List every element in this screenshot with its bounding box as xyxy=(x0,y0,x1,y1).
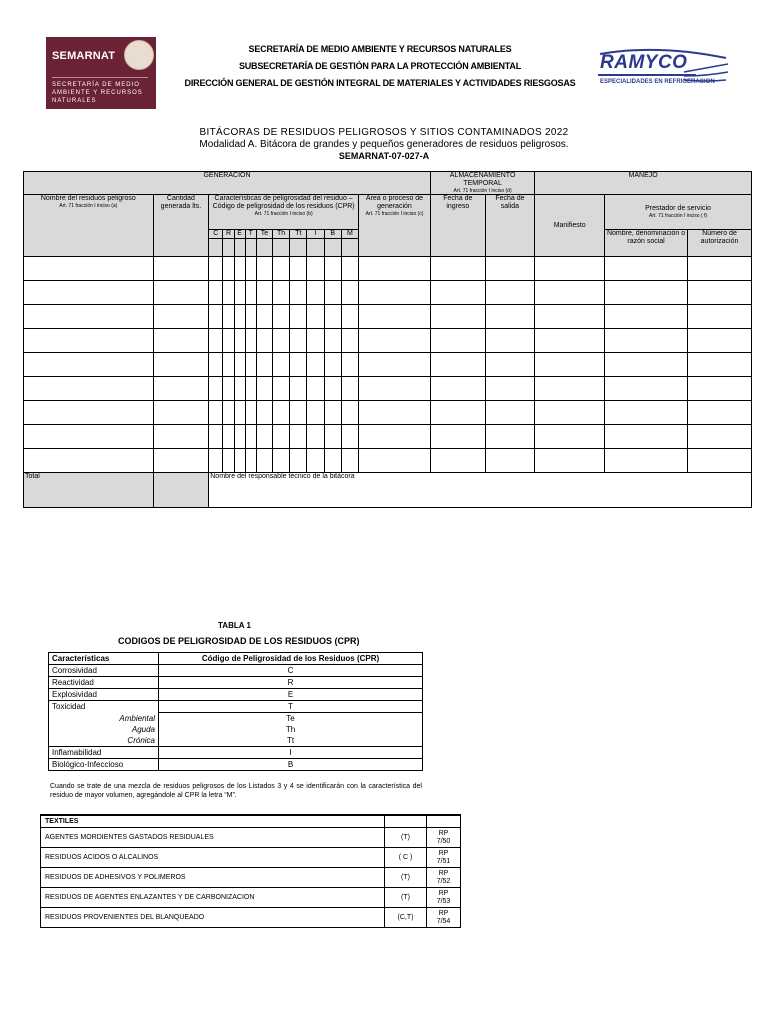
log-entry-row xyxy=(24,401,752,425)
textiles-row-rp: RP xyxy=(438,829,449,837)
log-entry-cell[interactable] xyxy=(290,377,307,401)
semarnat-logo-name: SEMARNAT xyxy=(52,50,116,62)
log-entry-cell[interactable] xyxy=(688,377,752,401)
log-entry-cell[interactable] xyxy=(430,257,485,281)
log-entry-cell[interactable] xyxy=(272,353,289,377)
log-entry-cell[interactable] xyxy=(245,305,256,329)
total-label: Total xyxy=(24,473,154,508)
textiles-row-key xyxy=(427,828,461,848)
log-entry-cell[interactable] xyxy=(359,449,431,473)
log-entry-cell[interactable] xyxy=(245,281,256,305)
log-entry-row xyxy=(24,257,752,281)
log-entry-cell[interactable] xyxy=(209,449,223,473)
textiles-row-cpr: (T) xyxy=(385,868,427,888)
log-entry-cell[interactable] xyxy=(209,257,223,281)
log-entry-cell[interactable] xyxy=(245,329,256,353)
textiles-row-name: RESIDUOS PROVENIENTES DEL BLANQUEADO xyxy=(41,908,385,928)
waste-log-table xyxy=(23,171,752,508)
log-entry-cell[interactable] xyxy=(359,281,431,305)
log-entry-cell[interactable] xyxy=(605,401,688,425)
textiles-row-cpr: (T) xyxy=(385,888,427,908)
cpr-row-label: Ambiental xyxy=(49,713,159,725)
log-entry-cell[interactable] xyxy=(485,401,535,425)
log-entry-cell[interactable] xyxy=(290,257,307,281)
cpr-row xyxy=(49,747,423,759)
log-entry-cell[interactable] xyxy=(485,257,535,281)
textiles-row-num: 7/53 xyxy=(436,897,451,905)
log-entry-row xyxy=(24,281,752,305)
cpr-row-label: Aguda xyxy=(49,724,159,735)
textiles-row-name: AGENTES MORDIENTES GASTADOS RESIDUALES xyxy=(41,828,385,848)
section-almacenamiento-ref: Art. 71 fracción I inciso (d) xyxy=(453,188,512,194)
cpr-head-code: Código de Peligrosidad de los Residuos (CPR) xyxy=(159,653,423,665)
textiles-row-rp: RP xyxy=(438,869,449,877)
log-entry-cell[interactable] xyxy=(359,353,431,377)
cpr-mixture-note: Cuando se trate de una mezcla de residuos peligrosos de los Listados 3 y 4 se identificarán con la característica del residuo de mayor volumen, agregándole al CPR la letra “M”. xyxy=(50,783,422,799)
log-entry-cell[interactable] xyxy=(430,401,485,425)
log-entry-cell[interactable] xyxy=(341,425,358,449)
log-entry-cell[interactable] xyxy=(223,257,234,281)
log-entry-cell[interactable] xyxy=(485,281,535,305)
header-line-3: DIRECCIÓN GENERAL DE GESTIÓN INTEGRAL DE MATERIALES Y ACTIVIDADES RIESGOSAS xyxy=(184,78,576,88)
cpr-table-header xyxy=(49,653,423,665)
col-prestador xyxy=(605,195,752,230)
log-entry-cell[interactable] xyxy=(290,449,307,473)
log-entry-cell[interactable] xyxy=(341,449,358,473)
cpr-head-characteristics: Características xyxy=(49,653,159,665)
log-entry-cell[interactable] xyxy=(688,449,752,473)
log-entry-cell[interactable] xyxy=(234,401,245,425)
log-entry-cell[interactable] xyxy=(24,401,154,425)
cpr-row-code: R xyxy=(159,677,423,689)
log-entry-cell[interactable] xyxy=(272,257,289,281)
log-entry-cell[interactable] xyxy=(535,401,605,425)
log-entry-cell[interactable] xyxy=(153,401,209,425)
log-entry-cell[interactable] xyxy=(535,449,605,473)
log-entry-cell[interactable] xyxy=(209,377,223,401)
log-entry-cell[interactable] xyxy=(245,425,256,449)
textiles-row xyxy=(41,888,461,908)
log-entry-cell[interactable] xyxy=(341,401,358,425)
cpr-row-code: B xyxy=(159,759,423,771)
log-entry-cell[interactable] xyxy=(688,353,752,377)
log-entry-cell[interactable] xyxy=(245,377,256,401)
log-entry-cell[interactable] xyxy=(359,425,431,449)
doc-code: SEMARNAT-07-027-A xyxy=(338,151,430,161)
log-entry-cell[interactable] xyxy=(324,257,341,281)
cpr-row xyxy=(49,701,423,713)
log-entry-cell[interactable] xyxy=(209,281,223,305)
log-entry-cell[interactable] xyxy=(430,449,485,473)
cpr-code-t: T xyxy=(245,230,256,239)
log-entry-cell[interactable] xyxy=(430,353,485,377)
textiles-table xyxy=(40,814,461,928)
log-entry-cell[interactable] xyxy=(256,329,272,353)
log-entry-cell[interactable] xyxy=(605,425,688,449)
log-entry-cell[interactable] xyxy=(290,353,307,377)
log-entry-cell[interactable] xyxy=(605,449,688,473)
log-entry-cell[interactable] xyxy=(688,257,752,281)
log-entry-cell[interactable] xyxy=(153,281,209,305)
cpr-row-code: Te xyxy=(159,713,423,725)
log-entry-cell[interactable] xyxy=(272,425,289,449)
cpr-codes-table xyxy=(48,652,423,771)
log-entry-cell[interactable] xyxy=(24,281,154,305)
cpr-code-r: R xyxy=(223,230,234,239)
ramyco-tagline: ESPECIALIDADES EN REFRIGERACION xyxy=(600,79,715,85)
table1-caption: TABLA 1 xyxy=(218,621,251,630)
log-entry-cell[interactable] xyxy=(245,257,256,281)
log-entry-cell[interactable] xyxy=(234,305,245,329)
log-entry-cell[interactable] xyxy=(24,329,154,353)
log-entry-cell[interactable] xyxy=(485,377,535,401)
log-entry-cell[interactable] xyxy=(688,305,752,329)
log-entry-cell[interactable] xyxy=(223,449,234,473)
textiles-row-num: 7/54 xyxy=(436,917,451,925)
cpr-row-label: Explosividad xyxy=(49,689,159,701)
log-entry-cell[interactable] xyxy=(234,377,245,401)
log-entry-cell[interactable] xyxy=(359,329,431,353)
log-entry-cell[interactable] xyxy=(290,305,307,329)
cpr-row xyxy=(49,665,423,677)
col-prestador-ref: Art. 71 fracción I inciso ( f) xyxy=(648,213,708,219)
log-entry-cell[interactable] xyxy=(307,377,324,401)
semarnat-logo-subtitle: SECRETARÍA DE MEDIO AMBIENTE Y RECURSOS NATURALES xyxy=(52,82,143,104)
log-entry-cell[interactable] xyxy=(307,353,324,377)
cpr-row-label: Biológico-Infeccioso xyxy=(49,759,159,771)
semarnat-logo-band xyxy=(46,37,156,74)
log-entry-cell[interactable] xyxy=(307,305,324,329)
textiles-heading-row xyxy=(41,815,461,828)
log-entry-cell[interactable] xyxy=(24,305,154,329)
log-entry-cell[interactable] xyxy=(605,281,688,305)
log-entry-cell[interactable] xyxy=(245,449,256,473)
log-entry-cell[interactable] xyxy=(430,425,485,449)
log-entry-cell[interactable] xyxy=(535,257,605,281)
log-entry-cell[interactable] xyxy=(307,329,324,353)
col-nombre-residuo-label: Nombre del residuos peligroso xyxy=(40,195,136,202)
log-entry-cell[interactable] xyxy=(359,257,431,281)
log-entry-cell[interactable] xyxy=(341,257,358,281)
textiles-row-cpr: ( C ) xyxy=(385,848,427,868)
log-entry-cell[interactable] xyxy=(256,401,272,425)
log-entry-cell[interactable] xyxy=(605,305,688,329)
table-section-header-row xyxy=(24,172,752,195)
cpr-row-label: Inflamabilidad xyxy=(49,747,159,759)
log-entry-cell[interactable] xyxy=(234,353,245,377)
log-entry-cell[interactable] xyxy=(223,305,234,329)
cpr-row-code: E xyxy=(159,689,423,701)
log-entry-cell[interactable] xyxy=(307,257,324,281)
log-entry-cell[interactable] xyxy=(341,329,358,353)
col-nombre-residuo xyxy=(24,195,154,257)
log-entry-cell[interactable] xyxy=(688,425,752,449)
header-line-1: SECRETARÍA DE MEDIO AMBIENTE Y RECURSOS NATURALES xyxy=(248,44,512,54)
cpr-row-label: Toxicidad xyxy=(49,701,159,713)
log-entry-cell[interactable] xyxy=(290,281,307,305)
cpr-row-label: Reactividad xyxy=(49,677,159,689)
log-entry-cell[interactable] xyxy=(272,377,289,401)
cpr-row-code: Tt xyxy=(159,735,423,747)
log-entry-cell[interactable] xyxy=(688,281,752,305)
log-entry-cell[interactable] xyxy=(234,449,245,473)
log-entry-cell[interactable] xyxy=(290,329,307,353)
log-entry-cell[interactable] xyxy=(535,305,605,329)
textiles-row-num: 7/50 xyxy=(436,837,451,845)
log-table-body xyxy=(24,257,752,473)
log-entry-cell[interactable] xyxy=(153,353,209,377)
log-entry-row xyxy=(24,353,752,377)
log-entry-cell[interactable] xyxy=(153,257,209,281)
cpr-code-tt: Tt xyxy=(290,230,307,239)
col-fecha-ingreso: Fecha de ingreso xyxy=(430,195,485,257)
log-entry-cell[interactable] xyxy=(324,377,341,401)
col-area-proceso xyxy=(359,195,431,257)
cpr-code-th: Th xyxy=(272,230,289,239)
log-entry-cell[interactable] xyxy=(605,377,688,401)
textiles-row-name: RESIDUOS DE AGENTES ENLAZANTES Y DE CARBONIZACION xyxy=(41,888,385,908)
log-entry-cell[interactable] xyxy=(290,401,307,425)
log-entry-cell[interactable] xyxy=(535,425,605,449)
log-entry-cell[interactable] xyxy=(223,353,234,377)
doc-subtitle: Modalidad A. Bitácora de grandes y pequeños generadores de residuos peligrosos. xyxy=(199,139,569,150)
col-area-proceso-label: Área o proceso de generación xyxy=(365,195,424,210)
log-entry-cell[interactable] xyxy=(234,257,245,281)
col-cantidad: Cantidad generada lts. xyxy=(153,195,209,257)
textiles-row-num: 7/51 xyxy=(436,857,451,865)
log-entry-cell[interactable] xyxy=(535,329,605,353)
cpr-code-i: I xyxy=(307,230,324,239)
log-entry-cell[interactable] xyxy=(307,449,324,473)
log-entry-cell[interactable] xyxy=(324,329,341,353)
log-entry-cell[interactable] xyxy=(209,425,223,449)
section-generacion: GENERACIÓN xyxy=(24,172,431,195)
log-entry-cell[interactable] xyxy=(359,305,431,329)
cpr-row xyxy=(49,677,423,689)
textiles-row-cpr: (C,T) xyxy=(385,908,427,928)
log-entry-cell[interactable] xyxy=(256,353,272,377)
log-entry-cell[interactable] xyxy=(324,305,341,329)
log-entry-cell[interactable] xyxy=(272,305,289,329)
log-entry-cell[interactable] xyxy=(324,449,341,473)
column-header-row xyxy=(24,195,752,230)
col-nombre-residuo-ref: Art. 71 fracción I inciso (a) xyxy=(59,203,118,209)
col-caracteristicas xyxy=(209,195,359,230)
textiles-row-key xyxy=(427,908,461,928)
log-entry-cell[interactable] xyxy=(290,425,307,449)
section-manejo: MANEJO xyxy=(535,172,752,195)
log-entry-cell[interactable] xyxy=(272,329,289,353)
col-nombre-social: Nombre, denominación o razón social xyxy=(605,230,688,257)
log-entry-cell[interactable] xyxy=(153,377,209,401)
log-entry-cell[interactable] xyxy=(324,425,341,449)
log-entry-cell[interactable] xyxy=(430,281,485,305)
textiles-row-num: 7/52 xyxy=(436,877,451,885)
log-entry-cell[interactable] xyxy=(223,377,234,401)
log-entry-row xyxy=(24,449,752,473)
log-entry-cell[interactable] xyxy=(153,449,209,473)
textiles-heading: TEXTILES xyxy=(41,815,385,828)
cpr-row-code: I xyxy=(159,747,423,759)
log-entry-cell[interactable] xyxy=(430,329,485,353)
total-row xyxy=(24,473,752,508)
cpr-code-e: E xyxy=(234,230,245,239)
national-seal-icon xyxy=(124,40,154,70)
cpr-row xyxy=(49,724,423,735)
log-entry-cell[interactable] xyxy=(209,305,223,329)
col-caracteristicas-ref: Art. 71 fracción I inciso (b) xyxy=(254,211,313,217)
cpr-row xyxy=(49,735,423,747)
textiles-row-name: RESIDUOS ACIDOS O ALCALINOS xyxy=(41,848,385,868)
table1-title: CODIGOS DE PELIGROSIDAD DE LOS RESIDUOS (CPR) xyxy=(118,636,360,646)
cpr-row-code: C xyxy=(159,665,423,677)
log-entry-cell[interactable] xyxy=(153,305,209,329)
log-entry-cell[interactable] xyxy=(223,401,234,425)
log-entry-cell[interactable] xyxy=(485,353,535,377)
log-entry-cell[interactable] xyxy=(24,377,154,401)
log-entry-cell[interactable] xyxy=(223,281,234,305)
log-entry-cell[interactable] xyxy=(272,401,289,425)
cpr-row xyxy=(49,759,423,771)
cpr-code-m: M xyxy=(341,230,358,239)
log-entry-cell[interactable] xyxy=(256,449,272,473)
log-entry-cell[interactable] xyxy=(256,281,272,305)
log-entry-cell[interactable] xyxy=(605,353,688,377)
log-entry-cell[interactable] xyxy=(24,257,154,281)
textiles-row-rp: RP xyxy=(438,909,449,917)
log-entry-cell[interactable] xyxy=(485,449,535,473)
log-entry-cell[interactable] xyxy=(209,353,223,377)
log-entry-cell[interactable] xyxy=(485,329,535,353)
log-entry-cell[interactable] xyxy=(234,425,245,449)
textiles-row-rp: RP xyxy=(438,849,449,857)
log-entry-cell[interactable] xyxy=(256,377,272,401)
cpr-code-b: B xyxy=(324,230,341,239)
log-entry-cell[interactable] xyxy=(153,329,209,353)
textiles-row-key xyxy=(427,848,461,868)
textiles-row-key xyxy=(427,888,461,908)
log-entry-cell[interactable] xyxy=(307,401,324,425)
log-entry-cell[interactable] xyxy=(24,449,154,473)
col-caracteristicas-label: Características de peligrosidad del residuo – Código de peligrosidad de los residuos (CPR) xyxy=(212,195,355,210)
ramyco-brand-name: RAMYCO xyxy=(600,52,688,73)
log-entry-cell[interactable] xyxy=(688,329,752,353)
cpr-row xyxy=(49,713,423,725)
cpr-row-code: Th xyxy=(159,724,423,735)
textiles-row xyxy=(41,908,461,928)
semarnat-logo xyxy=(46,37,156,109)
log-entry-row xyxy=(24,329,752,353)
cpr-row xyxy=(49,689,423,701)
log-entry-cell[interactable] xyxy=(485,425,535,449)
log-entry-row xyxy=(24,305,752,329)
log-entry-cell[interactable] xyxy=(307,425,324,449)
log-entry-cell[interactable] xyxy=(341,305,358,329)
log-entry-cell[interactable] xyxy=(324,401,341,425)
log-entry-cell[interactable] xyxy=(324,353,341,377)
col-prestador-label: Prestador de servicio xyxy=(645,205,711,212)
col-manifiesto: Manifiesto xyxy=(535,195,605,257)
log-entry-cell[interactable] xyxy=(535,377,605,401)
log-entry-cell[interactable] xyxy=(341,353,358,377)
textiles-row-cpr: (T) xyxy=(385,828,427,848)
textiles-row-key xyxy=(427,868,461,888)
log-entry-cell[interactable] xyxy=(272,449,289,473)
log-entry-cell[interactable] xyxy=(256,257,272,281)
log-entry-cell[interactable] xyxy=(307,281,324,305)
log-entry-cell[interactable] xyxy=(341,377,358,401)
log-entry-cell[interactable] xyxy=(605,257,688,281)
log-entry-cell[interactable] xyxy=(256,425,272,449)
log-entry-cell[interactable] xyxy=(341,281,358,305)
log-entry-cell[interactable] xyxy=(234,329,245,353)
col-autorizacion: Número de autorización xyxy=(688,230,752,257)
textiles-row xyxy=(41,828,461,848)
col-area-proceso-ref: Art. 71 fracción I inciso (c) xyxy=(365,211,424,217)
log-entry-cell[interactable] xyxy=(485,305,535,329)
log-entry-cell[interactable] xyxy=(359,377,431,401)
log-entry-cell[interactable] xyxy=(535,353,605,377)
cpr-row-label: Crónica xyxy=(49,735,159,747)
textiles-row-name: RESIDUOS DE ADHESIVOS Y POLIMEROS xyxy=(41,868,385,888)
log-entry-row xyxy=(24,425,752,449)
col-fecha-salida: Fecha de salida xyxy=(485,195,535,257)
log-entry-cell[interactable] xyxy=(209,401,223,425)
doc-title: BITÁCORAS DE RESIDUOS PELIGROSOS Y SITIOS CONTAMINADOS 2022 xyxy=(199,127,569,138)
cpr-row-code: T xyxy=(159,701,423,713)
section-almacenamiento xyxy=(430,172,534,195)
log-entry-cell[interactable] xyxy=(223,425,234,449)
log-entry-cell[interactable] xyxy=(256,305,272,329)
header-line-2: SUBSECRETARÍA DE GESTIÓN PARA LA PROTECCIÓN AMBIENTAL xyxy=(238,61,522,71)
log-entry-cell[interactable] xyxy=(24,425,154,449)
log-entry-cell[interactable] xyxy=(223,329,234,353)
log-entry-cell[interactable] xyxy=(430,305,485,329)
log-entry-cell[interactable] xyxy=(153,425,209,449)
log-entry-cell[interactable] xyxy=(245,353,256,377)
cpr-row-label: Corrosividad xyxy=(49,665,159,677)
cpr-code-te: Te xyxy=(256,230,272,239)
textiles-row-rp: RP xyxy=(438,889,449,897)
log-entry-cell[interactable] xyxy=(359,401,431,425)
textiles-row xyxy=(41,868,461,888)
log-entry-cell[interactable] xyxy=(430,377,485,401)
log-entry-cell[interactable] xyxy=(324,281,341,305)
total-value-cell[interactable] xyxy=(153,473,209,508)
responsable-tecnico-cell[interactable]: Nombre del responsable técnico de la bitácora xyxy=(209,473,752,508)
log-entry-cell[interactable] xyxy=(605,329,688,353)
log-entry-cell[interactable] xyxy=(209,329,223,353)
log-entry-cell[interactable] xyxy=(535,281,605,305)
cpr-code-c: C xyxy=(209,230,223,239)
log-entry-cell[interactable] xyxy=(272,281,289,305)
semarnat-logo-rule xyxy=(52,77,148,78)
ramyco-logo xyxy=(598,46,732,92)
log-entry-cell[interactable] xyxy=(688,401,752,425)
log-entry-row xyxy=(24,377,752,401)
section-almacenamiento-label: ALMACENAMIENTO TEMPORAL xyxy=(449,172,516,187)
log-entry-cell[interactable] xyxy=(24,353,154,377)
textiles-row xyxy=(41,848,461,868)
log-entry-cell[interactable] xyxy=(234,281,245,305)
log-entry-cell[interactable] xyxy=(245,401,256,425)
